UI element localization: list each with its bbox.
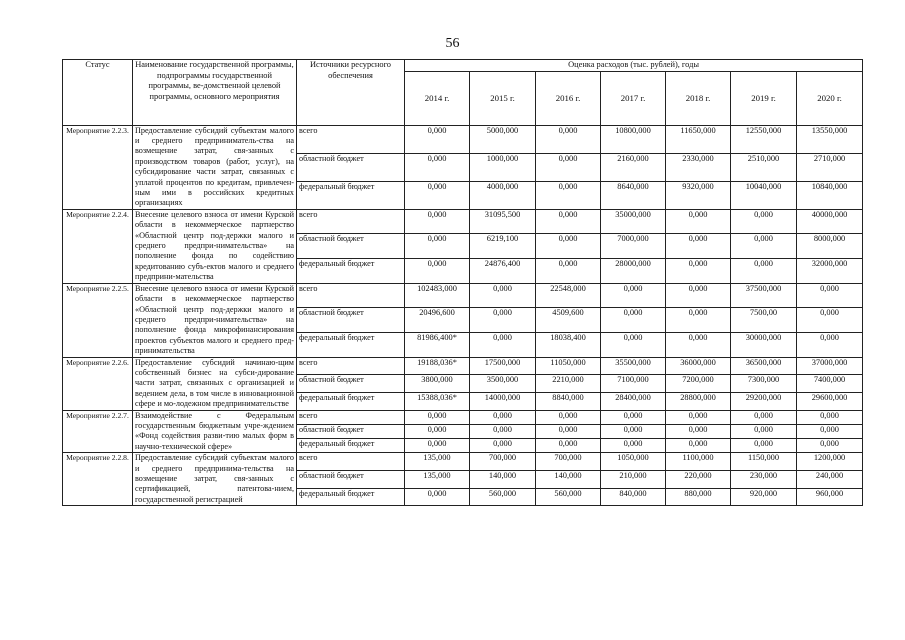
value-cell: 0,000 [405,125,470,153]
value-cell: 30000,000 [731,332,797,357]
value-cell: 0,000 [536,209,601,234]
table-body [63,125,863,506]
value-cell: 7300,000 [731,375,797,393]
value-cell: 0,000 [470,410,536,424]
value-cell: 0,000 [536,153,601,181]
value-cell: 0,000 [666,234,731,259]
measure-status: Мероприятие 2.2.7. [63,410,133,453]
value-cell: 0,000 [470,308,536,333]
value-cell: 29600,000 [797,392,863,410]
value-cell: 15388,036* [405,392,470,410]
value-cell: 0,000 [601,283,666,308]
header-year: 2017 г. [601,71,666,125]
header-year: 2015 г. [470,71,536,125]
value-cell: 0,000 [601,308,666,333]
header-source: Источники ресурсного обеспечения [297,60,405,126]
value-cell: 0,000 [666,410,731,424]
value-cell: 22548,000 [536,283,601,308]
value-cell: 9320,000 [666,181,731,209]
value-cell: 0,000 [666,308,731,333]
value-cell: 140,000 [470,470,536,488]
value-cell: 20496,600 [405,308,470,333]
header-year: 2019 г. [731,71,797,125]
value-cell: 0,000 [797,424,863,438]
measure-name: Внесение целевого взноса от имени Курской области в некоммерческое партнерство «Областной центр под-держки малого и среднего предпри-нимательства» на пополнение фонда микрофинансирования проектов субъектов малого и среднего пред-принимательства [133,283,297,357]
value-cell: 1200,000 [797,453,863,471]
value-cell: 0,000 [405,410,470,424]
value-cell: 13550,000 [797,125,863,153]
funding-source: областной бюджет [297,375,405,393]
funding-source: областной бюджет [297,308,405,333]
value-cell: 0,000 [601,424,666,438]
value-cell: 10040,000 [731,181,797,209]
header-estimate: Оценка расходов (тыс. рублей), годы [405,60,863,72]
value-cell: 0,000 [405,209,470,234]
measure-status: Мероприятие 2.2.6. [63,357,133,410]
table-row [63,125,863,153]
value-cell: 0,000 [601,410,666,424]
value-cell: 0,000 [666,332,731,357]
value-cell: 0,000 [536,424,601,438]
header-status: Статус [63,60,133,126]
value-cell: 0,000 [797,308,863,333]
value-cell: 7400,000 [797,375,863,393]
value-cell: 240,000 [797,470,863,488]
value-cell: 0,000 [601,438,666,452]
measure-status: Мероприятие 2.2.5. [63,283,133,357]
value-cell: 7100,000 [601,375,666,393]
value-cell: 0,000 [536,259,601,284]
value-cell: 0,000 [470,332,536,357]
value-cell: 7500,00 [731,308,797,333]
value-cell: 960,000 [797,488,863,506]
table-row [63,209,863,234]
value-cell: 560,000 [536,488,601,506]
value-cell: 0,000 [666,438,731,452]
value-cell: 0,000 [405,181,470,209]
value-cell: 2710,000 [797,153,863,181]
funding-source: всего [297,209,405,234]
funding-source: областной бюджет [297,234,405,259]
funding-source: всего [297,283,405,308]
value-cell: 0,000 [536,181,601,209]
value-cell: 10800,000 [601,125,666,153]
value-cell: 880,000 [666,488,731,506]
value-cell: 28400,000 [601,392,666,410]
value-cell: 18038,400 [536,332,601,357]
value-cell: 0,000 [405,438,470,452]
funding-source: федеральный бюджет [297,438,405,452]
value-cell: 0,000 [731,438,797,452]
value-cell: 10840,000 [797,181,863,209]
value-cell: 1150,000 [731,453,797,471]
value-cell: 4509,600 [536,308,601,333]
measure-name: Предоставление субсидий субъектам малого и среднего предпринима-тельства на возмещение затрат, свя-занных с сертификацией, патентова-нием, государственной регистрацией [133,453,297,506]
value-cell: 7000,000 [601,234,666,259]
value-cell: 40000,000 [797,209,863,234]
value-cell: 3800,000 [405,375,470,393]
funding-source: областной бюджет [297,153,405,181]
value-cell: 3500,000 [470,375,536,393]
value-cell: 140,000 [536,470,601,488]
funding-source: федеральный бюджет [297,259,405,284]
value-cell: 0,000 [470,424,536,438]
value-cell: 700,000 [470,453,536,471]
value-cell: 12550,000 [731,125,797,153]
funding-source: всего [297,453,405,471]
value-cell: 24876,400 [470,259,536,284]
header-year: 2014 г. [405,71,470,125]
value-cell: 35000,000 [601,209,666,234]
value-cell: 14000,000 [470,392,536,410]
measure-status: Мероприятие 2.2.4. [63,209,133,283]
value-cell: 0,000 [405,488,470,506]
value-cell: 29200,000 [731,392,797,410]
value-cell: 0,000 [666,259,731,284]
value-cell: 0,000 [797,410,863,424]
value-cell: 0,000 [731,209,797,234]
value-cell: 0,000 [731,259,797,284]
value-cell: 19188,036* [405,357,470,375]
measure-name: Предоставление субсидий начинаю-щим собственный бизнес на субси-дирование части затрат, связанных с организацией и ведением дела, в том числе в инновационной сфере и мо-лодежном предпринимательстве [133,357,297,410]
table-row [63,453,863,471]
value-cell: 0,000 [731,424,797,438]
table-row [63,283,863,308]
value-cell: 0,000 [405,153,470,181]
value-cell: 1000,000 [470,153,536,181]
value-cell: 2210,000 [536,375,601,393]
value-cell: 35500,000 [601,357,666,375]
value-cell: 4000,000 [470,181,536,209]
value-cell: 0,000 [797,283,863,308]
funding-source: всего [297,410,405,424]
value-cell: 8840,000 [536,392,601,410]
value-cell: 0,000 [536,234,601,259]
value-cell: 0,000 [536,410,601,424]
value-cell: 2160,000 [601,153,666,181]
value-cell: 0,000 [666,424,731,438]
value-cell: 220,000 [666,470,731,488]
funding-source: федеральный бюджет [297,332,405,357]
value-cell: 37000,000 [797,357,863,375]
value-cell: 920,000 [731,488,797,506]
table-row [63,357,863,375]
value-cell: 2330,000 [666,153,731,181]
value-cell: 6219,100 [470,234,536,259]
funding-source: федеральный бюджет [297,488,405,506]
value-cell: 0,000 [470,283,536,308]
value-cell: 700,000 [536,453,601,471]
value-cell: 135,000 [405,453,470,471]
value-cell: 0,000 [536,125,601,153]
value-cell: 11650,000 [666,125,731,153]
table-header [63,60,863,126]
funding-source: областной бюджет [297,424,405,438]
value-cell: 0,000 [666,283,731,308]
funding-source: всего [297,125,405,153]
value-cell: 0,000 [536,438,601,452]
value-cell: 0,000 [731,410,797,424]
value-cell: 210,000 [601,470,666,488]
measure-name: Взаимодействие с Федеральным государственным бюджетным учре-ждением «Фонд содействия разви-тию малых форм в научно-технической сфере» [133,410,297,453]
funding-source: федеральный бюджет [297,181,405,209]
measure-name: Предоставление субсидий субъектам малого и среднего предприниматель-ства на возмещение затрат, свя-занных с производством товаров (работ, услуг), на субсидирование части затрат, связанных с уплатой процентов по кредитам, привлечен-ным ими в российских кредитных организациях [133,125,297,209]
funding-source: всего [297,357,405,375]
value-cell: 8640,000 [601,181,666,209]
value-cell: 0,000 [405,259,470,284]
measure-status: Мероприятие 2.2.8. [63,453,133,506]
header-year: 2018 г. [666,71,731,125]
value-cell: 37500,000 [731,283,797,308]
value-cell: 0,000 [666,209,731,234]
value-cell: 0,000 [405,234,470,259]
value-cell: 0,000 [731,234,797,259]
funding-source: федеральный бюджет [297,392,405,410]
value-cell: 36500,000 [731,357,797,375]
funding-source: областной бюджет [297,470,405,488]
value-cell: 28000,000 [601,259,666,284]
table-row [63,410,863,424]
value-cell: 0,000 [797,332,863,357]
value-cell: 0,000 [470,438,536,452]
value-cell: 17500,000 [470,357,536,375]
value-cell: 102483,000 [405,283,470,308]
value-cell: 81986,400* [405,332,470,357]
value-cell: 31095,500 [470,209,536,234]
value-cell: 560,000 [470,488,536,506]
value-cell: 32000,000 [797,259,863,284]
value-cell: 0,000 [601,332,666,357]
value-cell: 0,000 [405,424,470,438]
value-cell: 28800,000 [666,392,731,410]
value-cell: 7200,000 [666,375,731,393]
page-number: 56 [445,36,460,51]
value-cell: 1050,000 [601,453,666,471]
value-cell: 8000,000 [797,234,863,259]
value-cell: 0,000 [797,438,863,452]
value-cell: 36000,000 [666,357,731,375]
measure-name: Внесение целевого взноса от имени Курской области в некоммерческое партнерство «Областной центр под-держки малого и среднего предпри-нимательства» на пополнение фонда по содействию кредитованию субъ-ектов малого и среднего предприни-мательства [133,209,297,283]
value-cell: 230,000 [731,470,797,488]
value-cell: 2510,000 [731,153,797,181]
value-cell: 840,000 [601,488,666,506]
value-cell: 1100,000 [666,453,731,471]
header-year: 2020 г. [797,71,863,125]
budget-table [62,59,863,506]
value-cell: 11050,000 [536,357,601,375]
value-cell: 135,000 [405,470,470,488]
header-name: Наименование государственной программы, подпрограммы государственной программы, ве-домственной целевой программы, основного мероприятия [133,60,297,126]
header-year: 2016 г. [536,71,601,125]
measure-status: Мероприятие 2.2.3. [63,125,133,209]
value-cell: 5000,000 [470,125,536,153]
